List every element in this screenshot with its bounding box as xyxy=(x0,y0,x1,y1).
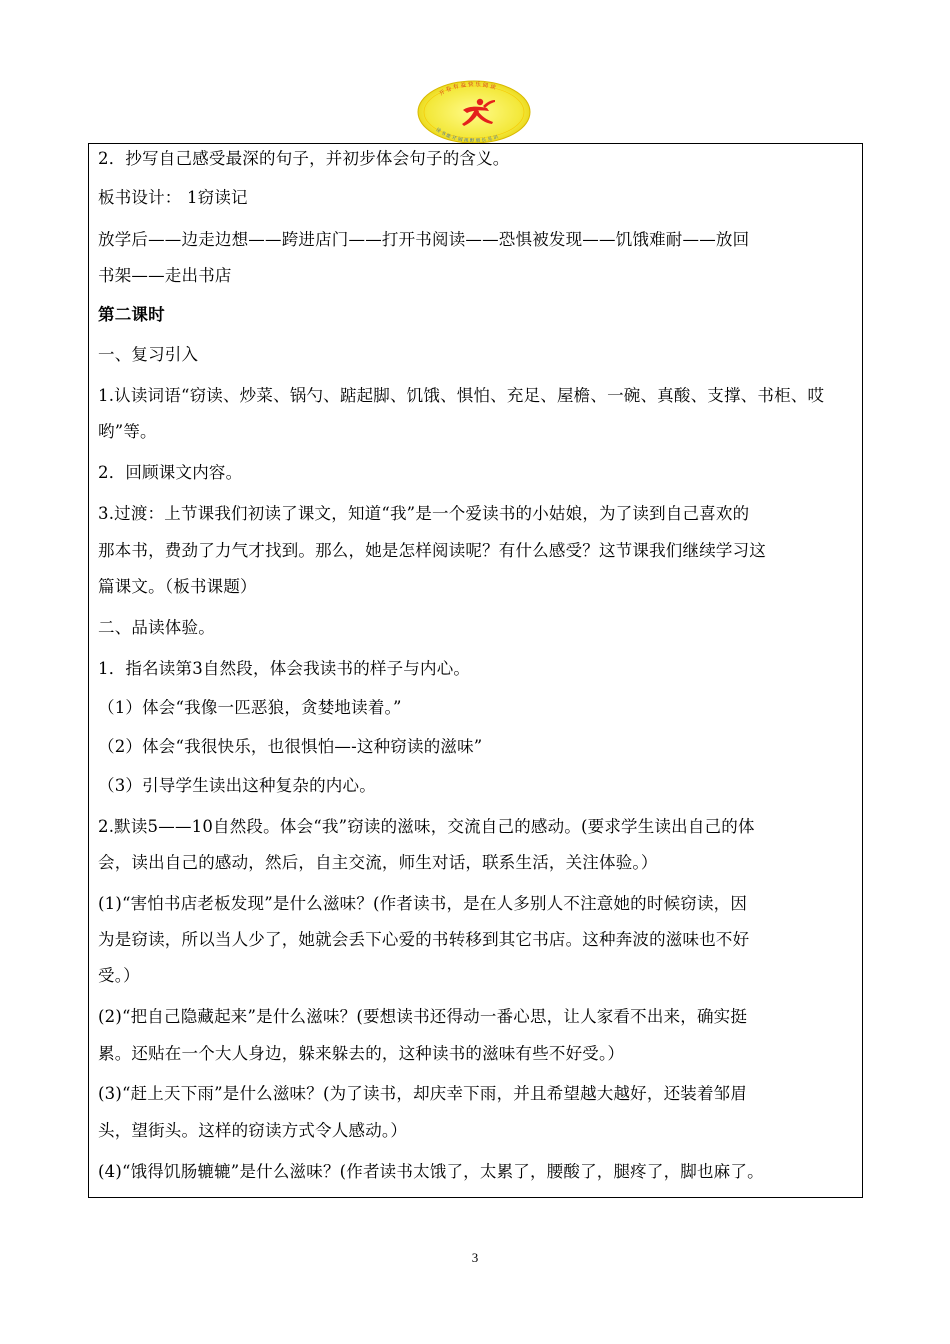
text-line: 头，望街头。这样的窃读方式令人感动。） xyxy=(98,1121,408,1140)
logo-arc-text-top: 开 卷 有 益 快 乐 阅 读 xyxy=(438,81,497,98)
text-line: 3.过渡：上节课我们初读了课文，知道“我”是一个爱读书的小姑娘，为了读到自己喜欢的 xyxy=(98,504,750,523)
lesson-content-box xyxy=(88,143,863,1198)
text-line: 2.默读5——10自然段。体会“我”窃读的滋味，交流自己的感动。(要求学生读出自己的体 xyxy=(98,817,755,836)
text-line: 篇课文。（板书课题） xyxy=(98,577,257,596)
text-line: 哟”等。 xyxy=(98,422,157,441)
text-line: 累。还贴在一个大人身边，躲来躲去的，这种读书的滋味有些不好受。） xyxy=(98,1044,625,1063)
text-line: (3)“赶上天下雨”是什么滋味？(为了读书，却庆幸下雨，并且希望越大越好，还装着邹眉 xyxy=(98,1084,748,1103)
school-logo xyxy=(417,80,531,144)
text-line: 那本书，费劲了力气才找到。那么，她是怎样阅读呢？有什么感受？这节课我们继续学习这 xyxy=(98,541,766,560)
text-line: 二、品读体验。 xyxy=(98,618,215,637)
text-line: 放学后——边走边想——跨进店门——打开书阅读——恐惧被发现——饥饿难耐——放回 xyxy=(98,230,750,249)
text-line: 受。） xyxy=(98,966,140,985)
text-line: 会，读出自己的感动，然后，自主交流，师生对话，联系生活，关注体验。） xyxy=(98,853,658,872)
text-line: 1.认读词语“窃读、炒菜、锅勺、踮起脚、饥饿、惧怕、充足、屋檐、一碗、真酸、支撑、书柜、哎 xyxy=(98,386,825,405)
text-line: (4)“饿得饥肠辘辘”是什么滋味？(作者读书太饿了，太累了，腰酸了，腿疼了，脚也麻了。 xyxy=(98,1162,764,1181)
text-line: 一、复习引入 xyxy=(98,345,199,364)
text-line: （2）体会“我很快乐，也很惧怕—-这种窃读的滋味” xyxy=(98,737,483,756)
logo-arc-text-bottom: 读 书 能 开 阔 视 野 增 长 见 识 xyxy=(434,127,500,144)
text-line: 板书设计： 1窃读记 xyxy=(98,188,248,207)
text-line: (1)“害怕书店老板发现”是什么滋味？(作者读书，是在人多别人不注意她的时候窃读，因 xyxy=(98,894,748,913)
text-line: (2)“把自己隐藏起来”是什么滋味？(要想读书还得动一番心思，让人家看不出来，确实挺 xyxy=(98,1007,748,1026)
page-number: 3 xyxy=(471,1250,479,1265)
text-line: （1）体会“我像一匹恶狼，贪婪地读着。” xyxy=(98,698,402,717)
text-line: 书架——走出书店 xyxy=(98,266,232,285)
text-line: 2．回顾课文内容。 xyxy=(98,463,243,482)
text-line: 为是窃读，所以当人少了，她就会丢下心爱的书转移到其它书店。这种奔波的滋味也不好 xyxy=(98,930,750,949)
text-line: 1．指名读第3自然段，体会我读书的样子与内心。 xyxy=(98,659,471,678)
text-line: 2．抄写自己感受最深的句子，并初步体会句子的含义。 xyxy=(98,149,510,168)
text-line: （3）引导学生读出这种复杂的内心。 xyxy=(98,776,376,795)
section-heading: 第二课时 xyxy=(98,305,165,324)
